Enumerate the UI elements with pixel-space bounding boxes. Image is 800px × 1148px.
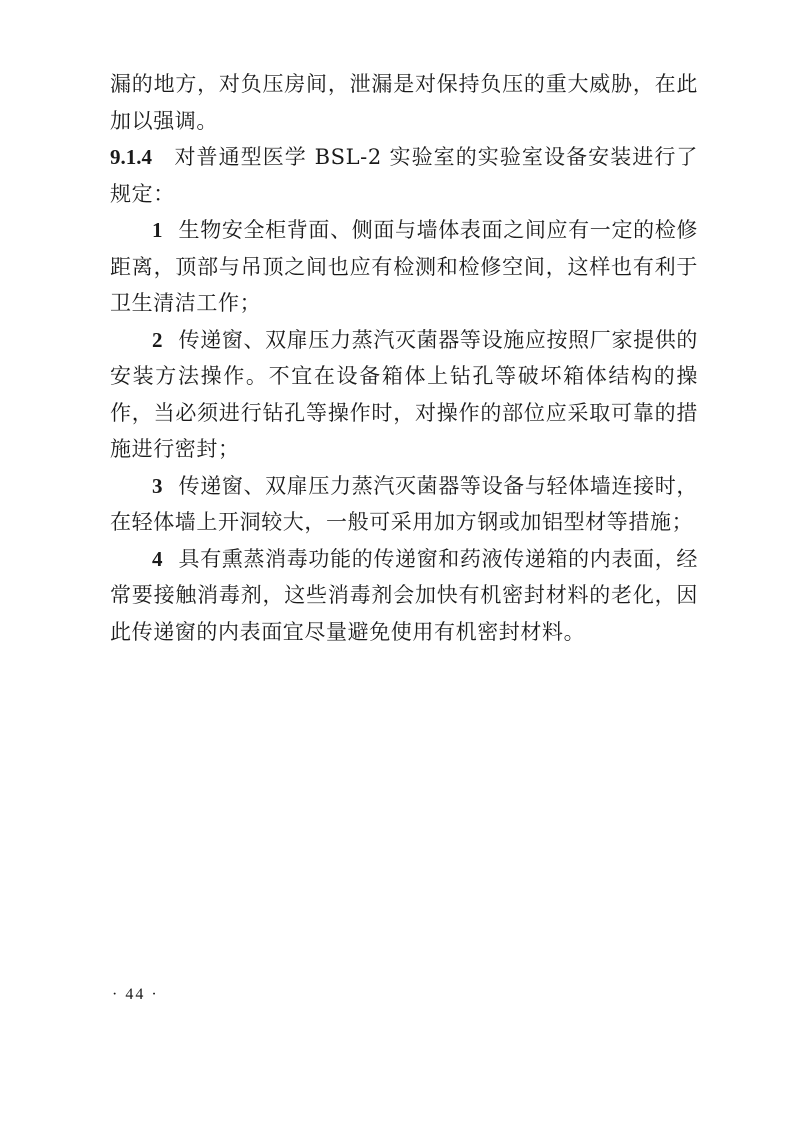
list-item — [110, 541, 698, 651]
item-number: 4 — [152, 546, 163, 571]
page-body — [110, 66, 698, 650]
item-text: 传递窗、双扉压力蒸汽灭菌器等设备与轻体墙连接时，在轻体墙上开洞较大，一般可采用加方钢或加铝型材等措施； — [110, 473, 698, 534]
item-text: 生物安全柜背面、侧面与墙体表面之间应有一定的检修距离，顶部与吊顶之间也应有检测和检修空间，这样也有利于卫生清洁工作； — [110, 218, 698, 315]
item-text: 具有熏蒸消毒功能的传递窗和药液传递箱的内表面，经常要接触消毒剂，这些消毒剂会加快有机密封材料的老化，因此传递窗的内表面宜尽量避免使用有机密封材料。 — [110, 546, 698, 644]
clause-paragraph — [110, 139, 698, 212]
list-item — [110, 468, 698, 541]
continuation-paragraph: 漏的地方，对负压房间，泄漏是对保持负压的重大威胁，在此加以强调。 — [110, 72, 698, 133]
page-number: · 44 · — [112, 986, 159, 1003]
list-item — [110, 212, 698, 322]
item-number: 3 — [152, 473, 163, 498]
item-number: 1 — [152, 218, 163, 242]
list-item — [110, 322, 698, 468]
clause-text: 对普通型医学 BSL-2 实验室的实验室设备安装进行了规定： — [110, 145, 698, 206]
clause-number: 9.1.4 — [110, 145, 152, 169]
item-text: 传递窗、双扉压力蒸汽灭菌器等设施应按照厂家提供的安装方法操作。不宜在设备箱体上钻孔等破坏箱体结构的操作，当必须进行钻孔等操作时，对操作的部位应采取可靠的措施进行密封； — [110, 327, 698, 461]
item-number: 2 — [152, 327, 163, 352]
